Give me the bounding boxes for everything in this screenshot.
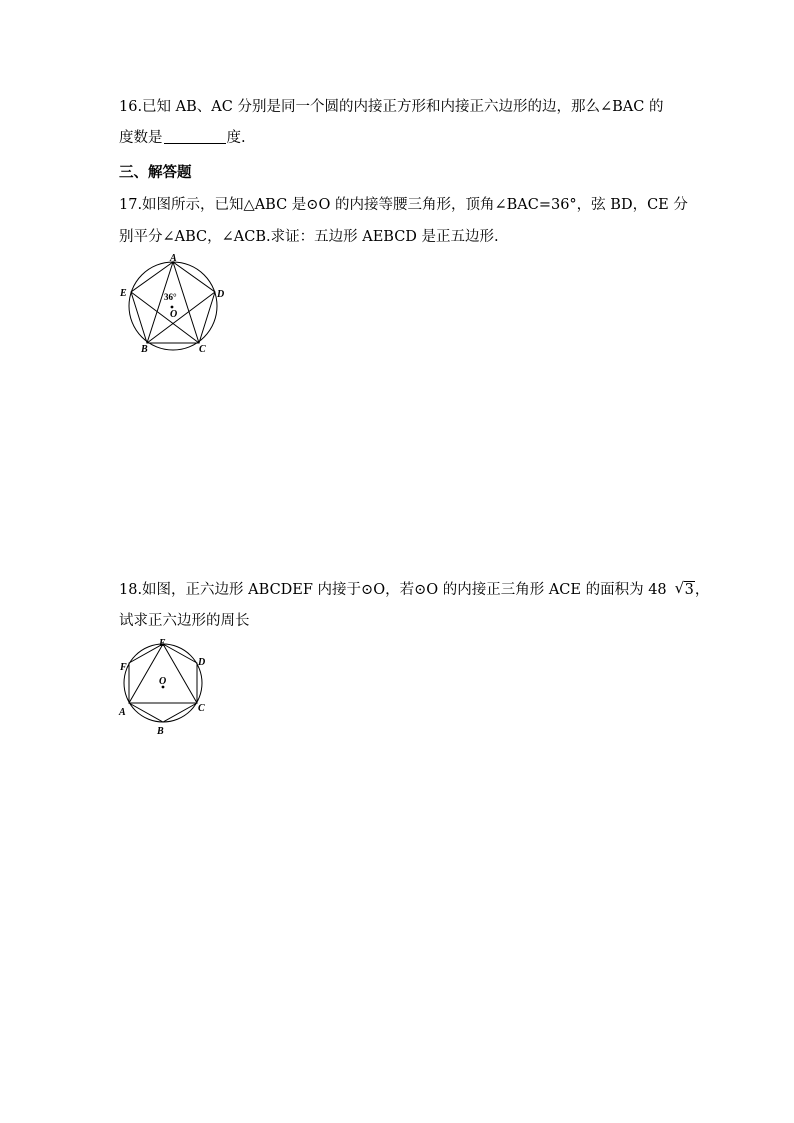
- q18-triangle-ace: [129, 644, 197, 703]
- q17-label-a: A: [170, 253, 177, 264]
- q18-figure: [115, 636, 225, 736]
- q17-label-o: O: [170, 309, 178, 320]
- q17-line2: 别平分∠ABC，∠ACB.求证：五边形 AEBCD 是正五边形.: [119, 229, 499, 245]
- q18-line2: 试求正六边形的周长: [119, 613, 250, 629]
- q16-answer-blank: [164, 129, 226, 144]
- q17-label-d: D: [217, 289, 225, 300]
- q18-label-b: B: [157, 726, 164, 737]
- q17-angle-label: 36°: [164, 292, 177, 302]
- q18-label-f: F: [120, 662, 127, 673]
- q17-pentagon: [131, 262, 215, 343]
- q16-line2: [119, 128, 246, 148]
- q18-radicand: 3: [684, 582, 694, 598]
- q18-label-c: C: [198, 703, 205, 714]
- q18-line1-post: ，: [694, 582, 710, 598]
- q18-label-a: A: [119, 707, 126, 718]
- q17-chord-bd: [147, 292, 215, 343]
- q18-label-e: E: [159, 638, 166, 649]
- q17-label-b: B: [141, 344, 148, 355]
- section-title: 三、解答题: [119, 164, 192, 181]
- q17-triangle-abc: [147, 262, 199, 343]
- q18-label-d: D: [198, 657, 206, 668]
- q17-figure: [115, 250, 235, 360]
- q17-center-dot: [171, 306, 174, 309]
- q17-circle: [129, 262, 217, 350]
- q17-line1: 17.如图所示，已知△ABC 是⊙O 的内接等腰三角形，顶角∠BAC=36°，弦 BD，CE 分: [119, 197, 688, 213]
- q18-line1: [119, 580, 709, 600]
- q16-line1: 16.已知 AB、AC 分别是同一个圆的内接正方形和内接正六边形的边，那么∠BAC 的: [119, 99, 664, 115]
- q16-line2-pre: 度数是: [119, 130, 163, 146]
- q18-sqrt: [675, 580, 695, 600]
- q17-label-e: E: [120, 288, 127, 299]
- q17-label-c: C: [199, 344, 206, 355]
- q18-sqrt-sign: √: [674, 579, 685, 597]
- q18-line1-pre: 18.如图，正六边形 ABCDEF 内接于⊙O，若⊙O 的内接正三角形 ACE 的面积为 48: [119, 582, 667, 598]
- q18-label-o: O: [159, 676, 167, 687]
- q16-line2-post: 度.: [226, 130, 246, 146]
